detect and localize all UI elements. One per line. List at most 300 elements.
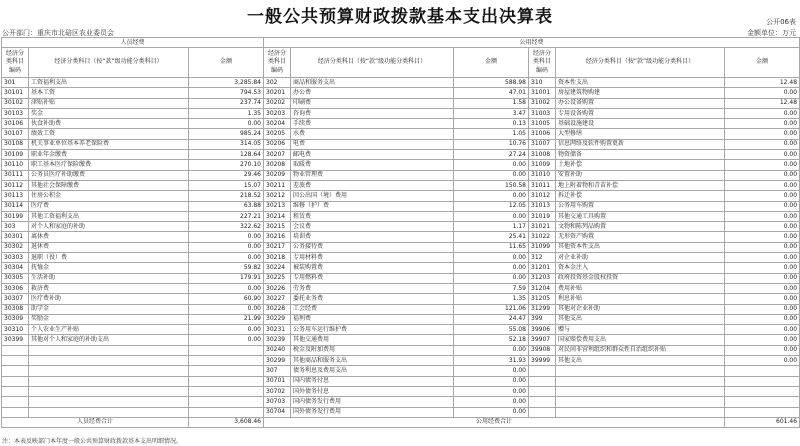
cell-code-1: 30309 bbox=[2, 314, 29, 324]
cell-amount-3: 0.00 bbox=[725, 150, 800, 160]
col-header-amount-3: 金额 bbox=[725, 48, 800, 78]
cell-name-2: 租赁费 bbox=[291, 211, 454, 221]
cell-code-1: 30111 bbox=[2, 170, 29, 180]
cell-name-2: 咨询费 bbox=[291, 108, 454, 118]
cell-amount-2: 52.18 bbox=[454, 335, 529, 345]
cell-amount-2: 150.58 bbox=[454, 180, 529, 190]
cell-name-2: 电费 bbox=[291, 139, 454, 149]
public-total-amount: 601.46 bbox=[725, 417, 800, 427]
cell-amount-1 bbox=[189, 407, 264, 417]
cell-code-1: 30113 bbox=[2, 191, 29, 201]
cell-amount-3: 0.00 bbox=[725, 335, 800, 345]
cell-code-1: 30310 bbox=[2, 325, 29, 335]
cell-code-2: 30239 bbox=[264, 335, 291, 345]
cell-name-2: 税金及附加费用 bbox=[291, 345, 454, 355]
cell-code-3 bbox=[529, 386, 556, 396]
cell-name-1: 津贴补贴 bbox=[29, 98, 189, 108]
cell-name-1 bbox=[29, 397, 189, 407]
cell-name-2: 专用材料费 bbox=[291, 253, 454, 263]
cell-code-1 bbox=[2, 366, 29, 376]
cell-amount-1: 0.00 bbox=[189, 242, 264, 252]
table-row bbox=[2, 253, 800, 263]
public-section-header: 公用经费 bbox=[264, 38, 800, 48]
cell-amount-1: 322.62 bbox=[189, 222, 264, 232]
cell-amount-3: 0.00 bbox=[725, 345, 800, 355]
cell-name-2: 国内债务付息 bbox=[291, 376, 454, 386]
cell-code-3: 312 bbox=[529, 253, 556, 263]
table-row bbox=[2, 180, 800, 190]
cell-amount-3: 0.00 bbox=[725, 253, 800, 263]
cell-code-3: 31012 bbox=[529, 191, 556, 201]
cell-code-3: 31002 bbox=[529, 98, 556, 108]
cell-code-3: 39999 bbox=[529, 356, 556, 366]
col-header-name-1: 经济分类科目（按“款”级功能分类科目） bbox=[29, 48, 189, 78]
cell-name-1: 职业年金缴费 bbox=[29, 150, 189, 160]
cell-code-1: 30101 bbox=[2, 88, 29, 98]
cell-code-3: 31010 bbox=[529, 170, 556, 180]
cell-amount-3: 0.00 bbox=[725, 201, 800, 211]
cell-amount-3: 0.00 bbox=[725, 108, 800, 118]
cell-code-1: 30301 bbox=[2, 232, 29, 242]
cell-amount-3: 0.00 bbox=[725, 314, 800, 324]
cell-amount-1 bbox=[189, 366, 264, 376]
cell-amount-1: 60.90 bbox=[189, 294, 264, 304]
cell-name-2: 手续费 bbox=[291, 119, 454, 129]
cell-amount-2: 0.00 bbox=[454, 160, 529, 170]
cell-amount-2: 55.08 bbox=[454, 325, 529, 335]
cell-name-2: 其他商品和服务支出 bbox=[291, 356, 454, 366]
footnote: 注：本表反映部门本年度一般公共预算财政拨款基本支出明细情况。 bbox=[2, 438, 183, 445]
cell-name-3: 其他资本性支出 bbox=[556, 242, 725, 252]
cell-amount-2: 0.00 bbox=[454, 345, 529, 355]
cell-amount-3: 0.00 bbox=[725, 119, 800, 129]
cell-amount-2: 0.13 bbox=[454, 119, 529, 129]
cell-name-3: 土地补偿 bbox=[556, 160, 725, 170]
cell-name-3: 利息补贴 bbox=[556, 294, 725, 304]
cell-amount-2: 11.65 bbox=[454, 242, 529, 252]
cell-code-2: 30214 bbox=[264, 211, 291, 221]
cell-amount-3: 0.00 bbox=[725, 88, 800, 98]
table-row bbox=[2, 345, 800, 355]
cell-code-2: 30240 bbox=[264, 345, 291, 355]
cell-amount-2: 47.01 bbox=[454, 88, 529, 98]
cell-code-2: 30201 bbox=[264, 88, 291, 98]
cell-code-1 bbox=[2, 407, 29, 417]
cell-amount-2: 10.76 bbox=[454, 139, 529, 149]
cell-code-1 bbox=[2, 397, 29, 407]
cell-code-2: 30213 bbox=[264, 201, 291, 211]
cell-name-3: 安置补助 bbox=[556, 170, 725, 180]
cell-name-1: 伙食补助费 bbox=[29, 119, 189, 129]
cell-amount-1: 237.74 bbox=[189, 98, 264, 108]
cell-amount-3 bbox=[725, 397, 800, 407]
cell-code-3: 310 bbox=[529, 78, 556, 88]
cell-code-1: 30308 bbox=[2, 304, 29, 314]
cell-amount-1: 0.00 bbox=[189, 325, 264, 335]
cell-code-2: 30227 bbox=[264, 294, 291, 304]
cell-name-2: 维修（护）费 bbox=[291, 201, 454, 211]
cell-amount-2: 1.58 bbox=[454, 98, 529, 108]
col-header-amount-1: 金额 bbox=[189, 48, 264, 78]
cell-amount-2: 1.05 bbox=[454, 129, 529, 139]
cell-name-1: 助学金 bbox=[29, 304, 189, 314]
cell-name-2: 水费 bbox=[291, 129, 454, 139]
cell-name-3: 文物和陈列品购置 bbox=[556, 222, 725, 232]
cell-amount-1: 0.00 bbox=[189, 119, 264, 129]
table-row bbox=[2, 314, 800, 324]
cell-code-2: 30228 bbox=[264, 304, 291, 314]
cell-name-1: 职工基本医疗保险缴费 bbox=[29, 160, 189, 170]
cell-name-1: 住房公积金 bbox=[29, 191, 189, 201]
cell-name-2: 办公费 bbox=[291, 88, 454, 98]
cell-code-3: 31006 bbox=[529, 129, 556, 139]
cell-code-1 bbox=[2, 345, 29, 355]
table-row bbox=[2, 222, 800, 232]
cell-code-3: 31011 bbox=[529, 180, 556, 190]
table-row bbox=[2, 201, 800, 211]
cell-code-1: 301 bbox=[2, 78, 29, 88]
cell-code-3: 31203 bbox=[529, 273, 556, 283]
cell-amount-3: 0.00 bbox=[725, 263, 800, 273]
cell-code-2: 30218 bbox=[264, 253, 291, 263]
cell-amount-3: 0.00 bbox=[725, 180, 800, 190]
cell-code-2: 30229 bbox=[264, 314, 291, 324]
table-row bbox=[2, 325, 800, 335]
cell-code-3: 39907 bbox=[529, 335, 556, 345]
cell-name-2: 会议费 bbox=[291, 222, 454, 232]
cell-name-1: 绩效工资 bbox=[29, 129, 189, 139]
cell-amount-2: 24.47 bbox=[454, 314, 529, 324]
cell-code-1: 30107 bbox=[2, 129, 29, 139]
cell-amount-3: 0.00 bbox=[725, 356, 800, 366]
cell-code-1: 30112 bbox=[2, 180, 29, 190]
cell-name-1: 奖金 bbox=[29, 108, 189, 118]
table-row bbox=[2, 78, 800, 88]
table-row bbox=[2, 129, 800, 139]
cell-name-3 bbox=[556, 386, 725, 396]
cell-name-2: 差旅费 bbox=[291, 180, 454, 190]
cell-name-3: 资本性支出 bbox=[556, 78, 725, 88]
cell-amount-3: 0.00 bbox=[725, 283, 800, 293]
cell-name-1: 医疗费补助 bbox=[29, 294, 189, 304]
form-number: 公开06表 bbox=[766, 18, 796, 26]
col-header-code-1: 经济分类科目编码 bbox=[2, 48, 29, 78]
cell-name-1: 退休费 bbox=[29, 242, 189, 252]
cell-amount-3: 0.00 bbox=[725, 273, 800, 283]
cell-name-3: 物资储备 bbox=[556, 150, 725, 160]
cell-amount-2: 0.00 bbox=[454, 253, 529, 263]
cell-amount-2: 1.35 bbox=[454, 294, 529, 304]
cell-code-1: 30199 bbox=[2, 211, 29, 221]
cell-amount-1: 270.10 bbox=[189, 160, 264, 170]
table-row bbox=[2, 376, 800, 386]
cell-name-2: 其他交通费用 bbox=[291, 335, 454, 345]
cell-code-3: 31201 bbox=[529, 263, 556, 273]
cell-amount-1: 0.00 bbox=[189, 304, 264, 314]
cell-name-3: 赠与 bbox=[556, 325, 725, 335]
table-row bbox=[2, 273, 800, 283]
cell-name-2: 因公出国（境）费用 bbox=[291, 191, 454, 201]
cell-name-2: 物业管理费 bbox=[291, 170, 454, 180]
cell-name-3: 国家赔偿费用支出 bbox=[556, 335, 725, 345]
cell-code-3: 31013 bbox=[529, 201, 556, 211]
cell-code-2: 30203 bbox=[264, 108, 291, 118]
cell-code-3: 31099 bbox=[529, 242, 556, 252]
cell-amount-1: 218.52 bbox=[189, 191, 264, 201]
cell-amount-3: 0.00 bbox=[725, 294, 800, 304]
cell-amount-1 bbox=[189, 397, 264, 407]
cell-code-2: 30224 bbox=[264, 263, 291, 273]
cell-amount-3 bbox=[725, 386, 800, 396]
cell-name-3: 专用设备购置 bbox=[556, 108, 725, 118]
cell-amount-1: 0.00 bbox=[189, 232, 264, 242]
cell-name-1: 救济费 bbox=[29, 283, 189, 293]
table-row bbox=[2, 304, 800, 314]
cell-name-1 bbox=[29, 376, 189, 386]
cell-name-3 bbox=[556, 366, 725, 376]
cell-amount-2: 0.00 bbox=[454, 366, 529, 376]
table-row bbox=[2, 397, 800, 407]
cell-amount-3: 12.48 bbox=[725, 98, 800, 108]
cell-code-1 bbox=[2, 356, 29, 366]
cell-amount-1: 0.00 bbox=[189, 335, 264, 345]
cell-name-1: 公务员医疗补助缴费 bbox=[29, 170, 189, 180]
cell-code-1: 30109 bbox=[2, 150, 29, 160]
cell-name-3 bbox=[556, 376, 725, 386]
cell-name-1: 其他对个人和家庭的补助支出 bbox=[29, 335, 189, 345]
cell-amount-3: 0.00 bbox=[725, 191, 800, 201]
cell-code-3: 31019 bbox=[529, 211, 556, 221]
cell-code-1: 303 bbox=[2, 222, 29, 232]
cell-code-3: 31003 bbox=[529, 108, 556, 118]
amount-unit-label: 金额单位：万元 bbox=[747, 29, 796, 37]
cell-code-2: 30217 bbox=[264, 242, 291, 252]
cell-name-2: 取暖费 bbox=[291, 160, 454, 170]
cell-amount-1 bbox=[189, 376, 264, 386]
cell-code-3: 39906 bbox=[529, 325, 556, 335]
cell-name-1 bbox=[29, 356, 189, 366]
cell-code-2: 302 bbox=[264, 78, 291, 88]
cell-name-1 bbox=[29, 407, 189, 417]
cell-name-2: 邮电费 bbox=[291, 150, 454, 160]
cell-code-3: 31009 bbox=[529, 160, 556, 170]
cell-name-1: 奖励金 bbox=[29, 314, 189, 324]
cell-name-2: 公务接待费 bbox=[291, 242, 454, 252]
public-total-label: 公用经费合计 bbox=[264, 417, 725, 427]
cell-name-1: 机关事业单位基本养老保险费 bbox=[29, 139, 189, 149]
cell-name-2: 劳务费 bbox=[291, 283, 454, 293]
cell-name-3: 对民间非营利组织和群众性自治组织补贴 bbox=[556, 345, 725, 355]
cell-amount-3: 0.00 bbox=[725, 242, 800, 252]
cell-amount-1: 0.00 bbox=[189, 283, 264, 293]
table-row bbox=[2, 170, 800, 180]
cell-name-2: 专用燃料费 bbox=[291, 273, 454, 283]
personnel-total-label: 人员经费合计 bbox=[2, 417, 189, 427]
cell-code-2: 30209 bbox=[264, 170, 291, 180]
cell-name-2: 公务用车运行维护费 bbox=[291, 325, 454, 335]
cell-amount-2: 0.00 bbox=[454, 211, 529, 221]
cell-amount-2: 588.98 bbox=[454, 78, 529, 88]
cell-amount-1: 63.88 bbox=[189, 201, 264, 211]
cell-name-2: 委托业务费 bbox=[291, 294, 454, 304]
col-header-amount-2: 金额 bbox=[454, 48, 529, 78]
cell-name-3 bbox=[556, 397, 725, 407]
cell-name-3: 其他对企业补助 bbox=[556, 304, 725, 314]
personnel-total-amount: 3,608.46 bbox=[189, 417, 264, 427]
cell-code-3: 31001 bbox=[529, 88, 556, 98]
cell-amount-3: 0.00 bbox=[725, 139, 800, 149]
cell-amount-2: 0.00 bbox=[454, 407, 529, 417]
cell-name-1: 对个人和家庭的补助 bbox=[29, 222, 189, 232]
cell-name-1 bbox=[29, 366, 189, 376]
cell-name-1: 离休费 bbox=[29, 232, 189, 242]
cell-amount-1: 128.64 bbox=[189, 150, 264, 160]
cell-code-2: 30704 bbox=[264, 407, 291, 417]
cell-amount-1: 179.91 bbox=[189, 273, 264, 283]
total-row bbox=[2, 417, 800, 427]
cell-code-3: 31022 bbox=[529, 232, 556, 242]
cell-amount-2: 121.06 bbox=[454, 304, 529, 314]
cell-code-1: 30303 bbox=[2, 253, 29, 263]
cell-code-2: 30216 bbox=[264, 232, 291, 242]
table-row bbox=[2, 232, 800, 242]
cell-name-1: 抚恤金 bbox=[29, 263, 189, 273]
table-row bbox=[2, 386, 800, 396]
cell-amount-1: 21.99 bbox=[189, 314, 264, 324]
cell-code-3: 31005 bbox=[529, 119, 556, 129]
cell-amount-3: 0.00 bbox=[725, 170, 800, 180]
cell-amount-3: 0.00 bbox=[725, 211, 800, 221]
cell-code-1: 30305 bbox=[2, 273, 29, 283]
table-row bbox=[2, 98, 800, 108]
cell-name-1: 退职（役）费 bbox=[29, 253, 189, 263]
table-row bbox=[2, 160, 800, 170]
cell-code-3: 31299 bbox=[529, 304, 556, 314]
cell-name-1: 医疗费 bbox=[29, 201, 189, 211]
table-row bbox=[2, 283, 800, 293]
cell-code-2: 30701 bbox=[264, 376, 291, 386]
cell-code-1: 30304 bbox=[2, 263, 29, 273]
cell-amount-3 bbox=[725, 376, 800, 386]
cell-amount-3 bbox=[725, 366, 800, 376]
table-row bbox=[2, 242, 800, 252]
cell-name-2: 培训费 bbox=[291, 232, 454, 242]
page-title: 一般公共预算财政拨款基本支出决算表 bbox=[247, 7, 553, 27]
cell-code-2: 30231 bbox=[264, 325, 291, 335]
cell-code-3: 31204 bbox=[529, 283, 556, 293]
cell-amount-2: 31.93 bbox=[454, 356, 529, 366]
table-row bbox=[2, 150, 800, 160]
cell-name-3: 政府投资基金股权投资 bbox=[556, 273, 725, 283]
cell-code-3 bbox=[529, 407, 556, 417]
cell-code-2: 30215 bbox=[264, 222, 291, 232]
cell-code-2: 30205 bbox=[264, 129, 291, 139]
cell-amount-2: 0.00 bbox=[454, 376, 529, 386]
table-row bbox=[2, 88, 800, 98]
expenditure-table bbox=[1, 37, 800, 428]
cell-code-2: 30702 bbox=[264, 386, 291, 396]
cell-amount-3: 0.00 bbox=[725, 160, 800, 170]
cell-name-3: 无形资产购置 bbox=[556, 232, 725, 242]
table-row bbox=[2, 366, 800, 376]
cell-name-3: 对企业补助 bbox=[556, 253, 725, 263]
cell-amount-3: 0.00 bbox=[725, 222, 800, 232]
table-row bbox=[2, 335, 800, 345]
cell-name-2: 工会经费 bbox=[291, 304, 454, 314]
cell-name-3: 地上附着物和青苗补偿 bbox=[556, 180, 725, 190]
cell-amount-1: 29.46 bbox=[189, 170, 264, 180]
column-header-row bbox=[2, 48, 800, 78]
table-row bbox=[2, 211, 800, 221]
cell-amount-2: 27.24 bbox=[454, 150, 529, 160]
cell-code-1: 30106 bbox=[2, 119, 29, 129]
cell-code-1: 30302 bbox=[2, 242, 29, 252]
col-header-code-3: 经济分类科目编码 bbox=[529, 48, 556, 78]
table-row bbox=[2, 356, 800, 366]
table-row bbox=[2, 191, 800, 201]
cell-code-2: 30207 bbox=[264, 150, 291, 160]
cell-name-2: 福利费 bbox=[291, 314, 454, 324]
cell-amount-2: 1.17 bbox=[454, 222, 529, 232]
cell-code-2: 30211 bbox=[264, 180, 291, 190]
cell-code-2: 307 bbox=[264, 366, 291, 376]
table-row bbox=[2, 139, 800, 149]
cell-code-3 bbox=[529, 397, 556, 407]
cell-code-1 bbox=[2, 376, 29, 386]
cell-amount-3 bbox=[725, 407, 800, 417]
cell-name-1: 基本工资 bbox=[29, 88, 189, 98]
cell-code-2: 30226 bbox=[264, 283, 291, 293]
cell-name-3: 费用补贴 bbox=[556, 283, 725, 293]
personnel-section-header: 人员经费 bbox=[2, 38, 264, 48]
cell-name-1 bbox=[29, 345, 189, 355]
cell-amount-1: 59.82 bbox=[189, 263, 264, 273]
cell-code-3: 399 bbox=[529, 314, 556, 324]
cell-name-3: 资本金注入 bbox=[556, 263, 725, 273]
cell-amount-3: 0.00 bbox=[725, 232, 800, 242]
cell-code-1: 30102 bbox=[2, 98, 29, 108]
cell-amount-1: 3,285.84 bbox=[189, 78, 264, 88]
cell-code-3 bbox=[529, 376, 556, 386]
cell-amount-1: 794.53 bbox=[189, 88, 264, 98]
cell-name-1: 生活补助 bbox=[29, 273, 189, 283]
cell-amount-1 bbox=[189, 356, 264, 366]
cell-code-2: 30202 bbox=[264, 98, 291, 108]
cell-name-3: 其他交通工具购置 bbox=[556, 211, 725, 221]
cell-amount-3: 0.00 bbox=[725, 304, 800, 314]
col-header-code-2: 经济分类科目编码 bbox=[264, 48, 291, 78]
cell-name-1: 工资福利支出 bbox=[29, 78, 189, 88]
cell-code-2: 30299 bbox=[264, 356, 291, 366]
cell-code-2: 30206 bbox=[264, 139, 291, 149]
cell-code-1 bbox=[2, 386, 29, 396]
cell-amount-2: 25.41 bbox=[454, 232, 529, 242]
cell-code-3: 31008 bbox=[529, 150, 556, 160]
cell-amount-1 bbox=[189, 345, 264, 355]
cell-code-1: 30306 bbox=[2, 283, 29, 293]
section-header-row bbox=[2, 38, 800, 48]
table-row bbox=[2, 108, 800, 118]
cell-code-2: 30703 bbox=[264, 397, 291, 407]
cell-name-3: 其他支出 bbox=[556, 356, 725, 366]
cell-name-1: 其他工资福利支出 bbox=[29, 211, 189, 221]
cell-name-2: 债务利息及费用支出 bbox=[291, 366, 454, 376]
cell-code-1: 30108 bbox=[2, 139, 29, 149]
cell-amount-2: 3.47 bbox=[454, 108, 529, 118]
cell-code-1: 30307 bbox=[2, 294, 29, 304]
cell-name-1: 其他社会保障缴费 bbox=[29, 180, 189, 190]
cell-name-1: 个人农业生产补贴 bbox=[29, 325, 189, 335]
